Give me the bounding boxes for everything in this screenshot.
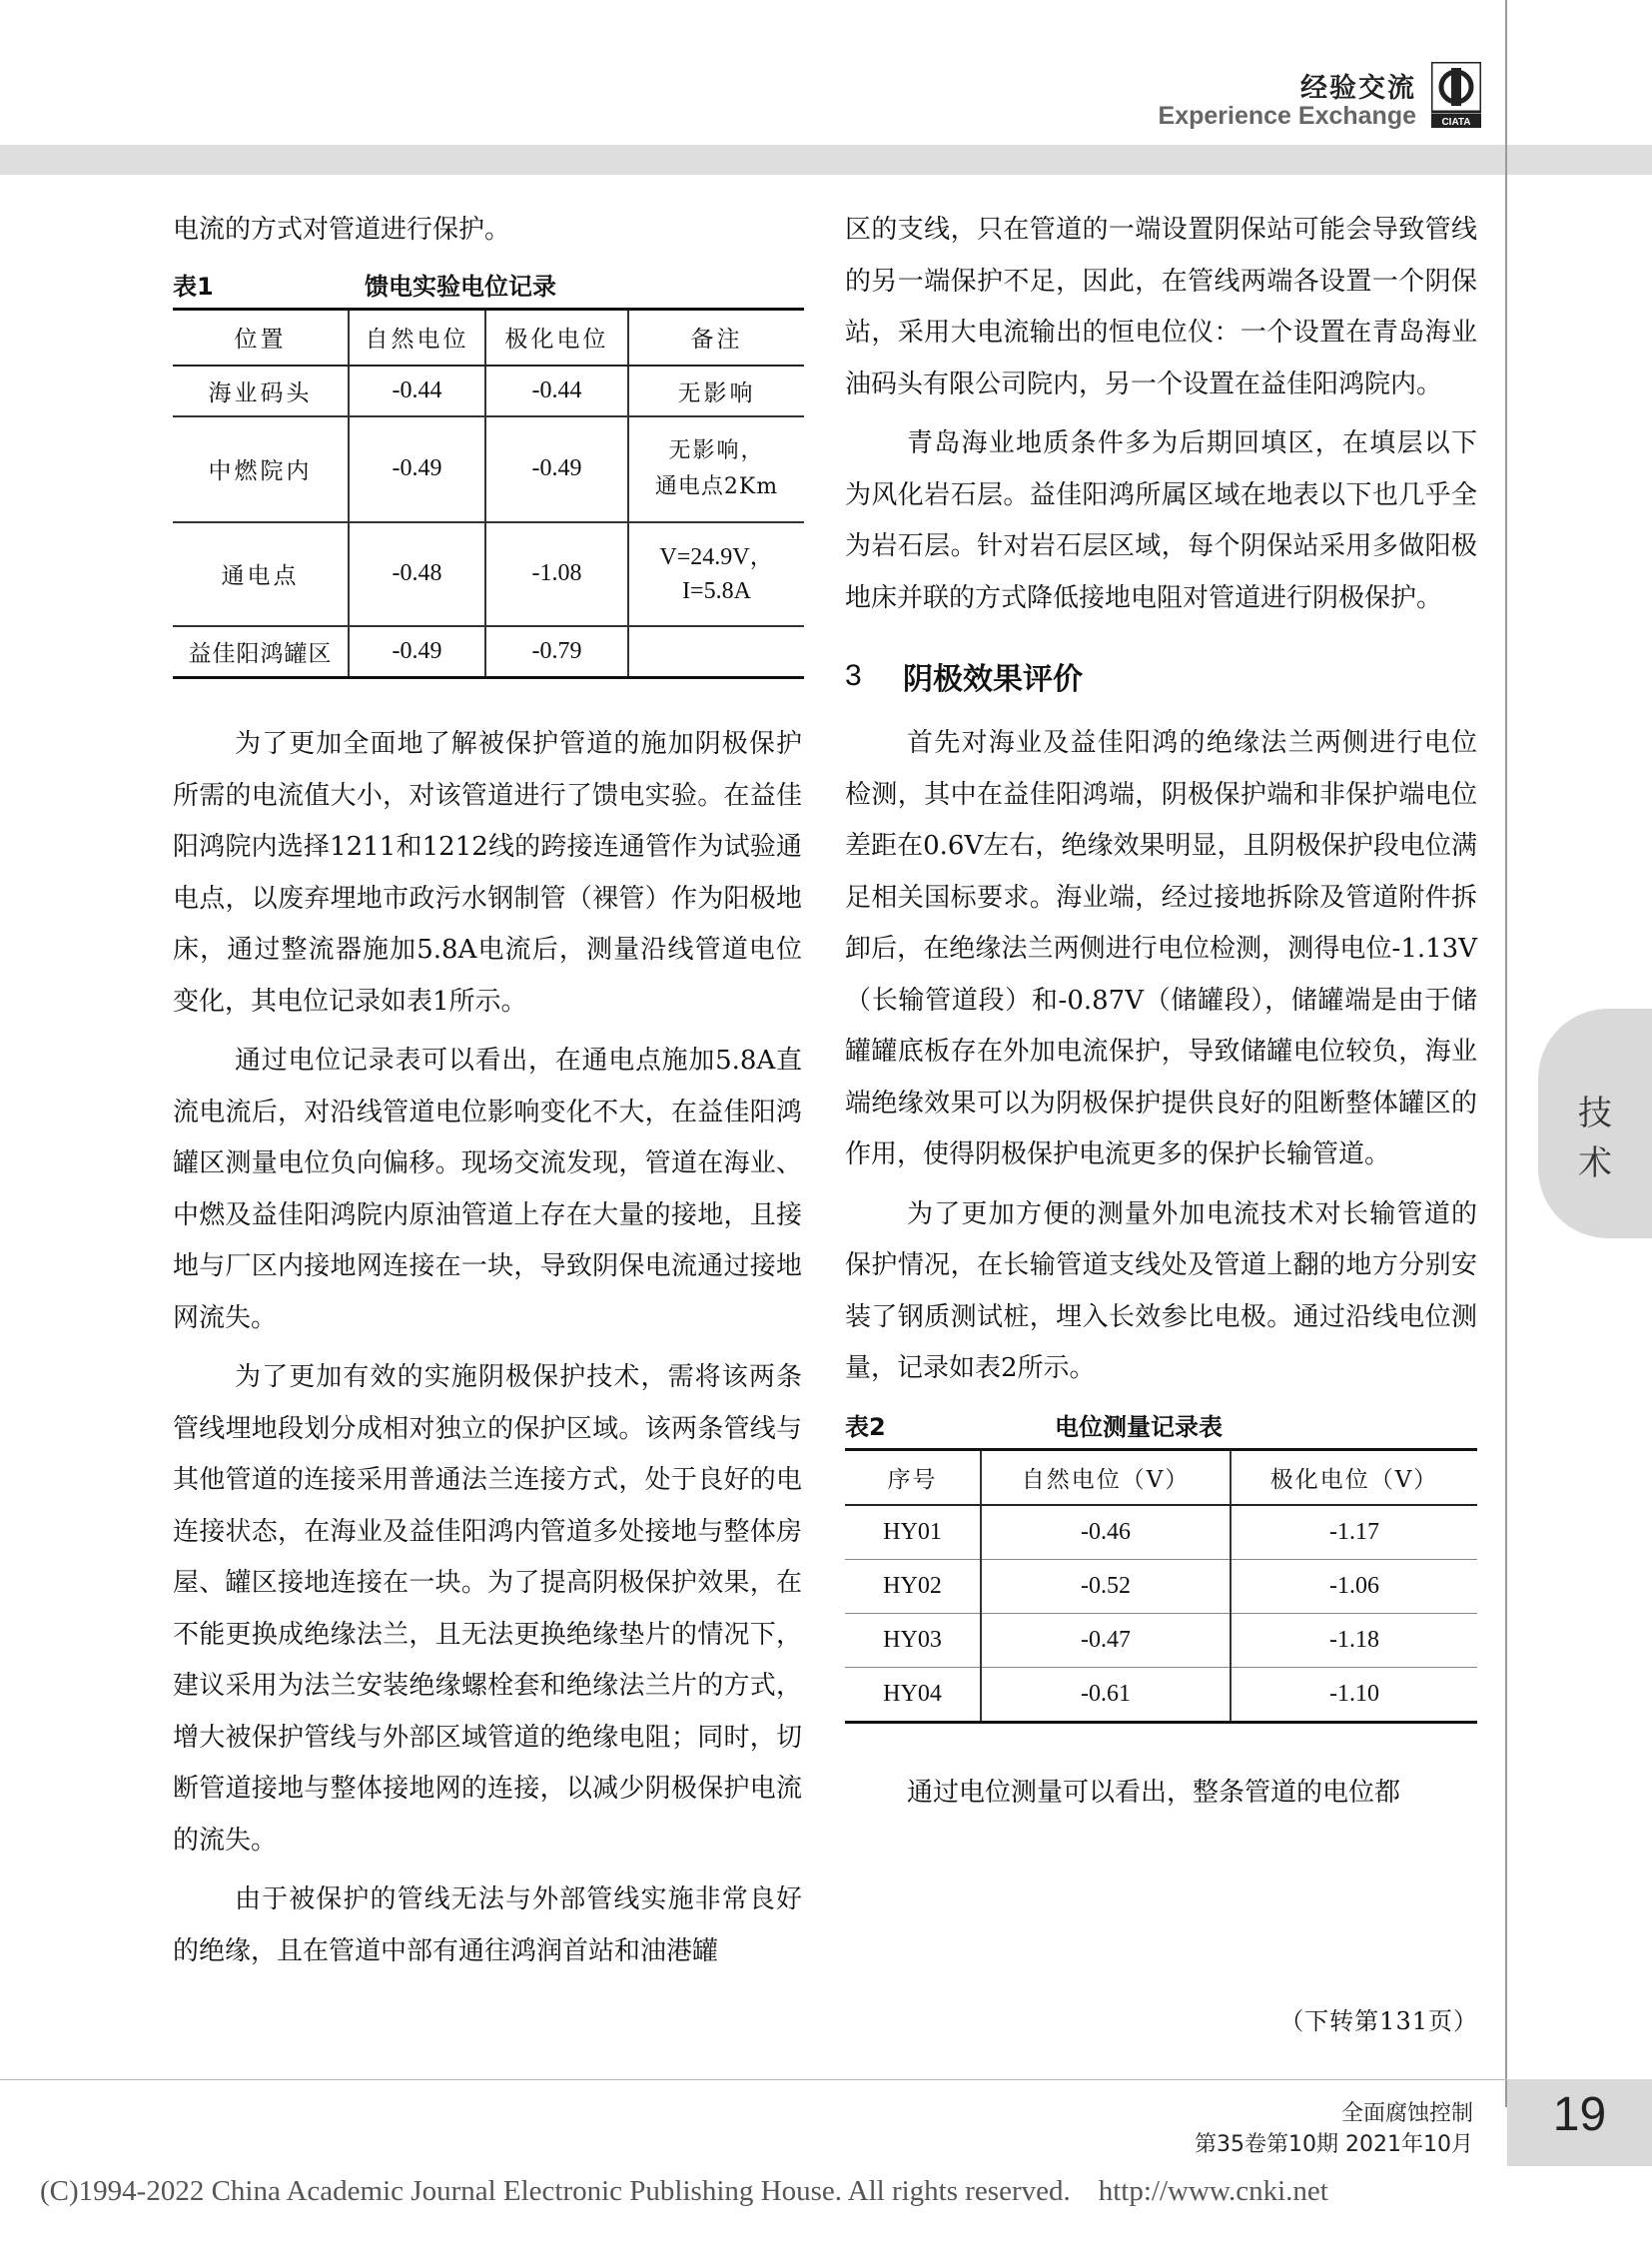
table2 <box>845 1448 1477 1724</box>
paragraph: 通过电位记录表可以看出，在通电点施加5.8A直流电流后，对沿线管道电位影响变化不大，在益佳阳鸿罐区测量电位负向偏移。现场交流发现，管道在海业、中燃及益佳阳鸿院内原油管道上存在大量的接地，且接地与厂区内接地网连接在一块，导致阴保电流通过接地网流失。 <box>173 1046 802 1333</box>
col-header-location: 位置 <box>173 309 349 366</box>
table-row <box>173 522 804 626</box>
cell-polarized: -1.18 <box>1231 1613 1477 1667</box>
cell-note <box>628 366 804 416</box>
ciata-logo-icon <box>1431 62 1481 128</box>
cell-natural: -0.48 <box>349 522 485 626</box>
cell-id: HY01 <box>845 1505 981 1560</box>
left-column <box>173 205 802 1977</box>
table-row <box>173 416 804 522</box>
table-row <box>845 1559 1477 1613</box>
cell-polarized: -0.79 <box>485 626 628 678</box>
section-title: 阴极效果评价 <box>903 662 1083 697</box>
cell-polarized: -1.17 <box>1231 1505 1477 1560</box>
paragraph: 电流的方式对管道进行保护。 <box>173 215 511 245</box>
cnki-link[interactable]: http://www.cnki.net <box>1098 2175 1328 2207</box>
continued-note: （下转第131页） <box>1279 2007 1478 2035</box>
margin-rule <box>1505 0 1507 2107</box>
cell-note <box>628 522 804 626</box>
table-row <box>173 366 804 416</box>
cell-natural: -0.47 <box>981 1613 1231 1667</box>
cell-natural: -0.49 <box>349 626 485 678</box>
paragraph: 为了更加有效的实施阴极保护技术，需将该两条管线埋地段划分成相对独立的保护区域。该两条管线与其他管道的连接采用普通法兰连接方式，处于良好的电连接状态，在海业及益佳阳鸿内管道多处接地与整体房屋、罐区接地连接在一块。为了提高阴极保护效果，在不能更换成绝缘法兰，且无法更换绝缘垫片的情况下，建议采用为法兰安装绝缘螺栓套和绝缘法兰片的方式，增大被保护管线与外部区域管道的绝缘电阻；同时，切断管道接地与整体接地网的连接，以减少阴极保护电流的流失。 <box>173 1362 802 1856</box>
table2-title: 电位测量记录表 <box>1055 1412 1223 1441</box>
issue-info: 第35卷第10期 2021年10月 <box>1195 2132 1473 2157</box>
section-title-en: Experience Exchange <box>1158 102 1416 130</box>
col-header-natural: 自然电位 <box>349 309 485 366</box>
section-heading <box>845 650 1477 702</box>
table-row <box>845 1667 1477 1722</box>
cell-location: 海业码头 <box>173 366 349 416</box>
page-number: 19 <box>1552 2088 1607 2141</box>
col-header-note: 备注 <box>628 309 804 366</box>
table-row <box>845 1505 1477 1560</box>
cell-location: 中燃院内 <box>173 416 349 522</box>
cell-polarized: -1.10 <box>1231 1667 1477 1722</box>
cell-location: 益佳阳鸿罐区 <box>173 626 349 678</box>
cell-polarized: -1.08 <box>485 522 628 626</box>
table1-title: 馈电实验电位记录 <box>365 272 556 301</box>
logo-text: CIATA <box>1441 117 1471 128</box>
table-header-row <box>173 309 804 366</box>
cell-note <box>628 416 804 522</box>
side-tab-char: 技 <box>1578 1094 1612 1133</box>
copyright-text: (C)1994-2022 China Academic Journal Electronic Publishing House. All rights reserved. <box>40 2175 1071 2207</box>
cell-polarized: -0.49 <box>485 416 628 522</box>
paragraph: 由于被保护的管线无法与外部管线实施非常良好的绝缘，且在管道中部有通往鸿润首站和油港罐 <box>173 1884 802 1966</box>
table-row <box>173 626 804 678</box>
section-number: 3 <box>845 659 862 692</box>
cell-location: 通电点 <box>173 522 349 626</box>
journal-name: 全面腐蚀控制 <box>1340 2101 1473 2126</box>
cell-id: HY04 <box>845 1667 981 1722</box>
cell-id: HY02 <box>845 1559 981 1613</box>
paragraph: 区的支线，只在管道的一端设置阴保站可能会导致管线的另一端保护不足，因此，在管线两端各设置一个阴保站，采用大电流输出的恒电位仪：一个设置在青岛海业油码头有限公司院内，另一个设置在益佳阳鸿院内。 <box>845 215 1477 399</box>
paragraph: 为了更加方便的测量外加电流技术对长输管道的保护情况，在长输管道支线处及管道上翻的地方分别安装了钢质测试桩，埋入长效参比电极。通过沿线电位测量，记录如表2所示。 <box>845 1198 1477 1383</box>
table-header-row <box>845 1449 1477 1505</box>
section-title-cn: 经验交流 <box>1300 73 1416 104</box>
paragraph: 青岛海业地质条件多为后期回填区，在填层以下为风化岩石层。益佳阳鸿所属区域在地表以下也几乎全为岩石层。针对岩石层区域，每个阴保站采用多做阳极地床并联的方式降低接地电阻对管道进行阴极保护。 <box>845 428 1477 613</box>
cell-note <box>628 626 804 678</box>
cell-polarized: -0.44 <box>485 366 628 416</box>
note-line: I=5.8A <box>682 577 751 604</box>
cell-natural: -0.52 <box>981 1559 1231 1613</box>
paragraph: 首先对海业及益佳阳鸿的绝缘法兰两侧进行电位检测，其中在益佳阳鸿端，阴极保护端和非保护端电位差距在0.6V左右，绝缘效果明显，且阴极保护段电位满足相关国标要求。海业端，经过接地拆除及管道附件拆卸后，在绝缘法兰两侧进行电位检测，测得电位-1.13V（长输管道段）和-0.87V（储罐段），储罐端是由于储罐罐底板存在外加电流保护，导致储罐电位较负，海业端绝缘效果可以为阴极保护提供良好的阻断整体罐区的作用，使得阴极保护电流更多的保护长输管道。 <box>845 728 1477 1169</box>
table2-label: 表2 <box>845 1412 886 1441</box>
col-header-polarized: 极化电位（V） <box>1231 1449 1477 1505</box>
copyright-line <box>40 2175 1356 2208</box>
note-line: 通电点2Km <box>654 473 779 499</box>
paragraph: 为了更加全面地了解被保护管道的施加阴极保护所需的电流值大小，对该管道进行了馈电实验。在益佳阳鸿院内选择1211和1212线的跨接连通管作为试验通电点，以废弃埋地市政污水钢制管（裸管）作为阳极地床，通过整流器施加5.8A电流后，测量沿线管道电位变化，其电位记录如表1所示。 <box>173 729 802 1017</box>
table1-caption <box>173 267 802 302</box>
side-tab-char: 术 <box>1578 1143 1612 1183</box>
table1-label: 表1 <box>173 272 214 301</box>
note-line: 无影响 <box>677 379 756 406</box>
table2-caption <box>845 1407 1477 1442</box>
note-line: 无影响， <box>668 437 765 463</box>
col-header-natural: 自然电位（V） <box>981 1449 1231 1505</box>
cell-natural: -0.44 <box>349 366 485 416</box>
cell-natural: -0.61 <box>981 1667 1231 1722</box>
side-tab-label <box>1575 1089 1615 1188</box>
paragraph: 通过电位测量可以看出，整条管道的电位都 <box>907 1777 1401 1808</box>
col-header-id: 序号 <box>845 1449 981 1505</box>
cell-id: HY03 <box>845 1613 981 1667</box>
cell-natural: -0.46 <box>981 1505 1231 1560</box>
cell-polarized: -1.06 <box>1231 1559 1477 1613</box>
col-header-polarized: 极化电位 <box>485 309 628 366</box>
right-column <box>845 205 1477 1819</box>
footer-rule <box>0 2079 1507 2080</box>
cell-natural: -0.49 <box>349 416 485 522</box>
table-row <box>845 1613 1477 1667</box>
note-line: V=24.9V， <box>659 543 774 570</box>
header-band <box>0 145 1652 175</box>
table1 <box>173 308 804 680</box>
